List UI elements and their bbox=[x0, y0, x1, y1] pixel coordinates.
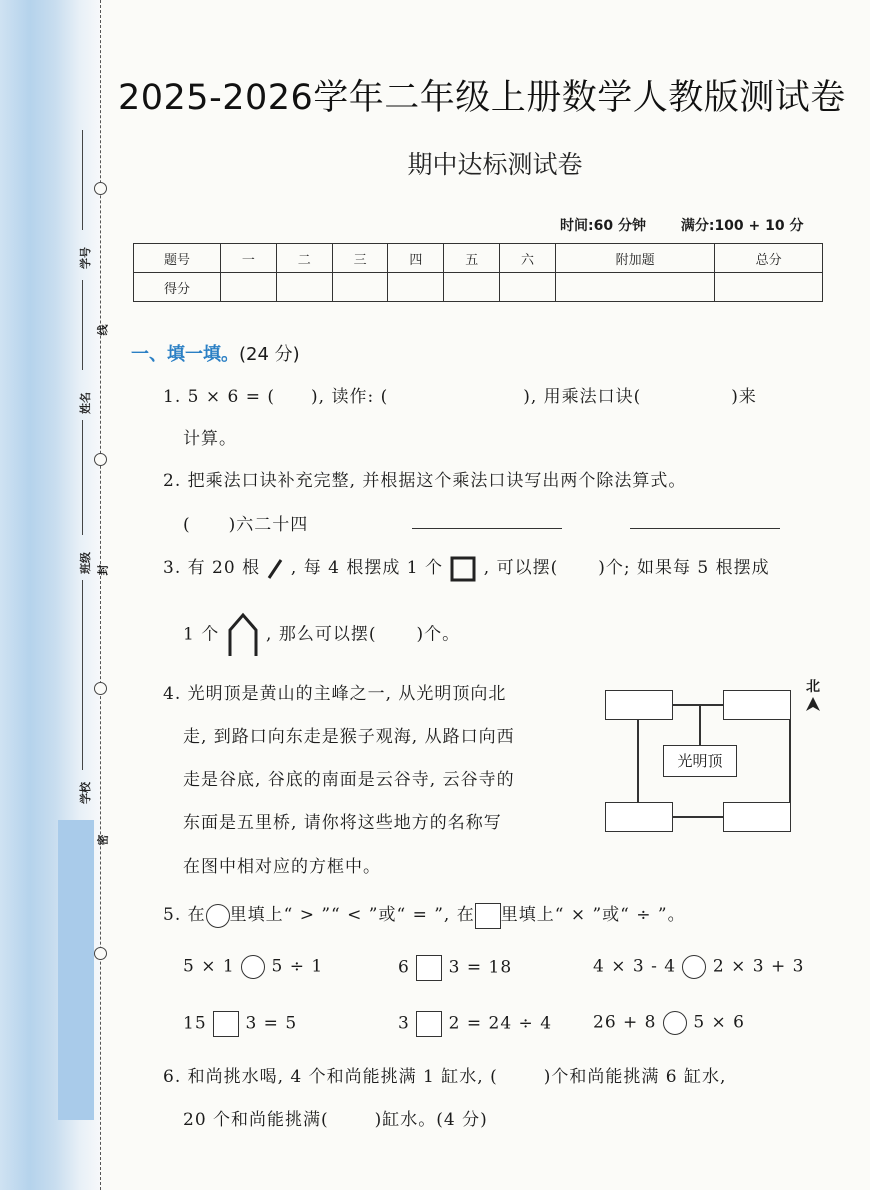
q5-expr: 5 ÷ 1 bbox=[271, 956, 324, 977]
score-header-cell: 题号 bbox=[134, 244, 221, 273]
q5-item bbox=[593, 955, 804, 979]
q2-text: )六二十四 bbox=[228, 515, 309, 535]
q3-text: , 可以摆( bbox=[483, 558, 559, 578]
score-table bbox=[133, 243, 823, 302]
score-header-cell: 五 bbox=[444, 244, 500, 273]
binding-label-name: 姓名 bbox=[79, 392, 92, 414]
q5-expr: 5 × 1 bbox=[183, 956, 235, 977]
q5-expr: 26 + 8 bbox=[593, 1012, 657, 1033]
score-table-score-row bbox=[134, 273, 823, 302]
q3-text: 3. 有 20 根 bbox=[163, 558, 261, 578]
score-cell[interactable] bbox=[500, 273, 556, 302]
score-cell[interactable] bbox=[276, 273, 332, 302]
section-points: (24 分) bbox=[239, 344, 300, 365]
binding-hole bbox=[94, 182, 107, 195]
q5-compare-circle[interactable] bbox=[241, 955, 265, 979]
map-box-top-left[interactable] bbox=[605, 690, 673, 720]
map-road bbox=[789, 708, 791, 804]
map-box-bottom-left[interactable] bbox=[605, 802, 673, 832]
q5-item bbox=[398, 955, 512, 981]
q5-operator-box[interactable] bbox=[213, 1011, 239, 1037]
north-indicator bbox=[805, 676, 821, 716]
binding-fill-line bbox=[82, 580, 83, 770]
map-road bbox=[637, 708, 639, 804]
q5-text: 里填上“ > ”“ < ”或“ = ”, 在 bbox=[229, 905, 475, 925]
binding-cut-mark: 线 bbox=[96, 324, 110, 336]
binding-label-id: 学号 bbox=[79, 247, 92, 269]
map-box-bottom-right[interactable] bbox=[723, 802, 791, 832]
q4-text-line: 走, 到路口向东走是猴子观海, 从路口向西 bbox=[183, 727, 515, 747]
binding-label-class: 班级 bbox=[79, 552, 92, 574]
section-heading bbox=[131, 340, 300, 366]
q2-blank-division-1[interactable] bbox=[412, 528, 562, 529]
score-cell[interactable] bbox=[221, 273, 277, 302]
q5-expr: 2 × 3 + 3 bbox=[712, 956, 805, 977]
q5-compare-circle[interactable] bbox=[663, 1011, 687, 1035]
square-symbol-icon bbox=[475, 903, 501, 929]
q4-text-line: 东面是五里桥, 请你将这些地方的名称写 bbox=[183, 813, 502, 833]
q3-text: 1 个 bbox=[183, 624, 220, 645]
stick-house-icon bbox=[226, 612, 260, 658]
binding-fill-line bbox=[82, 280, 83, 370]
q5-item bbox=[183, 1011, 297, 1037]
q6-text: 6. 和尚挑水喝, 4 个和尚能挑满 1 缸水, ( bbox=[163, 1067, 498, 1087]
q2-rhyme bbox=[183, 510, 308, 535]
question-2: 2. 把乘法口诀补充完整, 并根据这个乘法口诀写出两个除法算式。 bbox=[163, 471, 687, 491]
q4-map-diagram bbox=[605, 680, 825, 850]
score-header-cell: 一 bbox=[221, 244, 277, 273]
question-4: 4. 光明顶是黄山的主峰之一, 从光明顶向北 bbox=[163, 684, 507, 704]
north-arrow-icon bbox=[805, 696, 821, 712]
q3-text: , 那么可以摆( bbox=[266, 624, 377, 645]
q6-continued bbox=[183, 1105, 488, 1130]
q2-text: ( bbox=[183, 515, 191, 535]
section-title: 一、填一填。 bbox=[131, 344, 239, 365]
q4-text-line: 走是谷底, 谷底的南面是云谷寺, 云谷寺的 bbox=[183, 770, 515, 790]
q5-item bbox=[183, 955, 323, 979]
binding-hole bbox=[94, 453, 107, 466]
binding-cut-mark: 密 bbox=[96, 834, 110, 846]
score-header-cell: 六 bbox=[500, 244, 556, 273]
score-cell[interactable] bbox=[555, 273, 714, 302]
q5-item bbox=[398, 1011, 552, 1037]
stick-square-icon bbox=[449, 555, 477, 583]
binding-label-school: 学校 bbox=[79, 782, 92, 804]
question-1 bbox=[163, 382, 757, 407]
q1-text-continued: 计算。 bbox=[183, 429, 237, 449]
binding-hole bbox=[94, 682, 107, 695]
exam-meta bbox=[560, 215, 804, 235]
q3-continued bbox=[183, 612, 460, 658]
circle-symbol-icon bbox=[206, 904, 230, 928]
score-header-cell: 二 bbox=[276, 244, 332, 273]
q1-text: ), 读作: ( bbox=[311, 387, 389, 407]
exam-time: 时间:60 分钟 bbox=[560, 218, 646, 234]
q5-item bbox=[593, 1011, 745, 1035]
score-header-cell: 总分 bbox=[715, 244, 823, 273]
q6-text: 20 个和尚能挑满( bbox=[183, 1110, 329, 1130]
page-subtitle: 期中达标测试卷 bbox=[407, 150, 583, 179]
q5-expr: 3 bbox=[398, 1013, 410, 1034]
score-cell[interactable] bbox=[715, 273, 823, 302]
q3-text: )个; 如果每 5 根摆成 bbox=[598, 558, 770, 578]
binding-blank-patch bbox=[58, 820, 94, 1120]
map-center-guangmingding: 光明顶 bbox=[663, 745, 737, 777]
score-table-header-row bbox=[134, 244, 823, 273]
score-header-cell: 附加题 bbox=[555, 244, 714, 273]
q6-text: )缸水。(4 分) bbox=[374, 1110, 488, 1130]
q5-expr: 15 bbox=[183, 1013, 207, 1034]
score-header-cell: 三 bbox=[332, 244, 388, 273]
score-cell[interactable] bbox=[444, 273, 500, 302]
score-cell[interactable] bbox=[388, 273, 444, 302]
q1-text: )来 bbox=[731, 387, 757, 407]
q5-expr: 5 × 6 bbox=[693, 1012, 745, 1033]
q5-compare-circle[interactable] bbox=[682, 955, 706, 979]
question-5 bbox=[163, 900, 686, 929]
q5-text: 里填上“ × ”或“ ÷ ”。 bbox=[500, 905, 686, 925]
q5-expr: 2 = 24 ÷ 4 bbox=[448, 1013, 553, 1034]
q3-text: , 每 4 根摆成 1 个 bbox=[290, 558, 443, 578]
question-6 bbox=[163, 1062, 726, 1087]
q6-text: )个和尚能挑满 6 缸水, bbox=[543, 1067, 727, 1087]
q3-text: )个。 bbox=[416, 624, 461, 645]
q5-operator-box[interactable] bbox=[416, 955, 442, 981]
q1-text: 1. 5 × 6 = ( bbox=[163, 387, 275, 407]
score-row-label: 得分 bbox=[134, 273, 221, 302]
exam-full-score: 满分:100 + 10 分 bbox=[680, 218, 804, 234]
q1-text: ), 用乘法口诀( bbox=[523, 387, 642, 407]
q5-expr: 6 bbox=[398, 957, 410, 978]
binding-fill-line bbox=[82, 420, 83, 535]
map-box-top-right[interactable] bbox=[723, 690, 791, 720]
q5-expr: 4 × 3 - 4 bbox=[593, 956, 677, 977]
binding-cut-mark: 封 bbox=[96, 564, 110, 576]
q5-expr: 3 = 5 bbox=[245, 1013, 298, 1034]
score-header-cell: 四 bbox=[388, 244, 444, 273]
q5-text: 5. 在 bbox=[163, 905, 206, 925]
score-cell[interactable] bbox=[332, 273, 388, 302]
q5-expr: 3 = 18 bbox=[448, 957, 513, 978]
question-3 bbox=[163, 553, 770, 583]
q5-operator-box[interactable] bbox=[416, 1011, 442, 1037]
north-label: 北 bbox=[806, 679, 820, 695]
page-title: 2025-2026学年二年级上册数学人教版测试卷 bbox=[118, 78, 846, 118]
binding-hole bbox=[94, 947, 107, 960]
map-road bbox=[699, 704, 701, 746]
q2-blank-division-2[interactable] bbox=[630, 528, 780, 529]
q4-text-line: 在图中相对应的方框中。 bbox=[183, 857, 381, 877]
stick-icon bbox=[266, 558, 284, 580]
